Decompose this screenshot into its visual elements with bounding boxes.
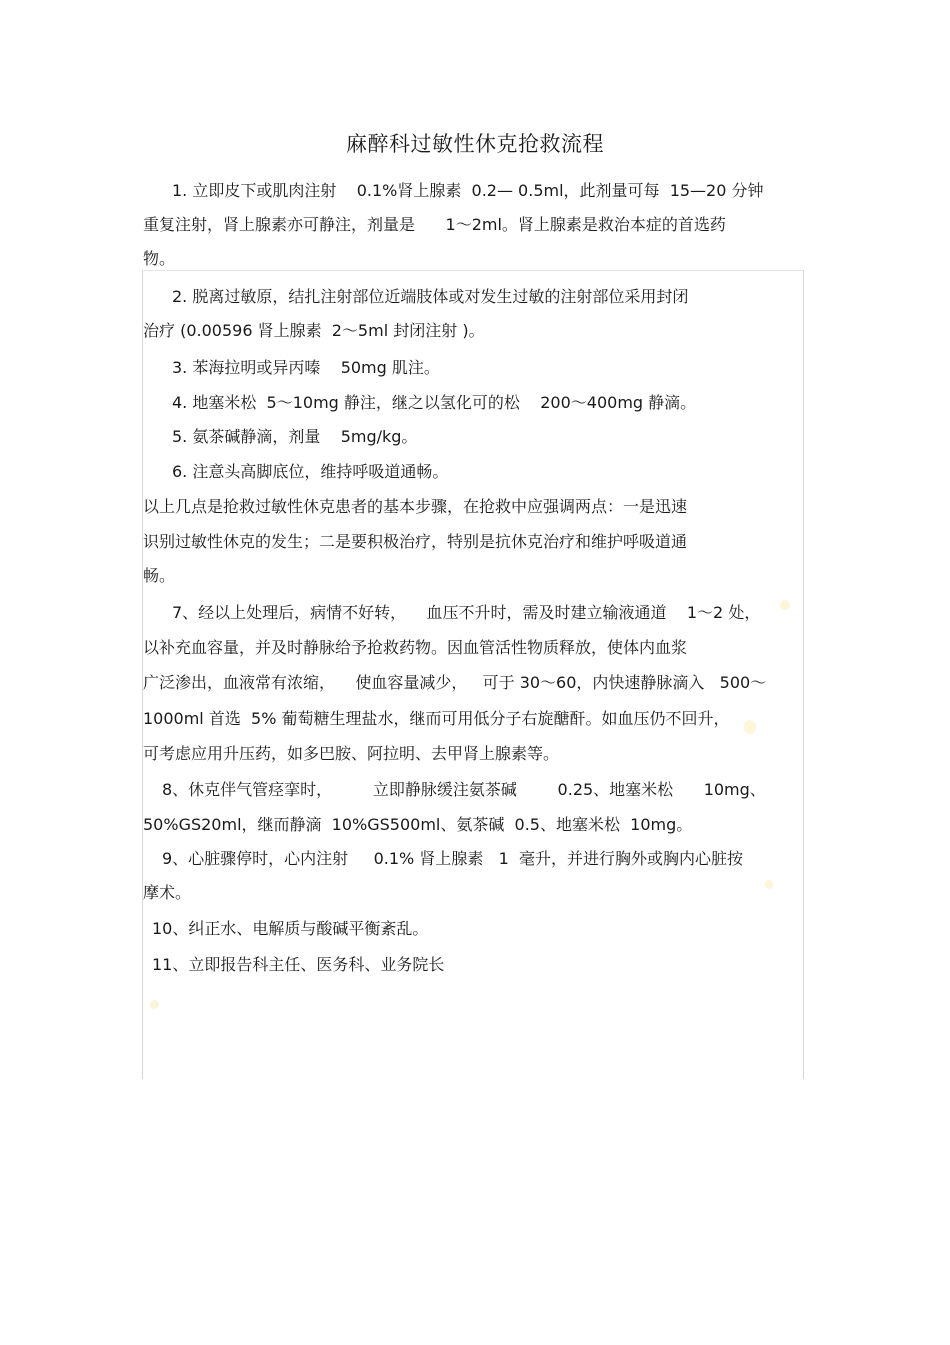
paragraph-line: 10、纠正水、电解质与酸碱平衡紊乱。 <box>152 919 429 938</box>
decorative-dot <box>765 880 773 889</box>
paragraph-line: 8、休克伴气管痉挛时， 立即静脉缓注氨茶碱 0.25、地塞米松 10mg、 <box>162 780 766 799</box>
paragraph-line: 摩术。 <box>143 883 192 902</box>
paragraph-line: 广泛渗出，血液常有浓缩， 使血容量减少， 可于 30～60，内快速静脉滴入 500～ <box>143 673 767 692</box>
paragraph-line: 可考虑应用升压药，如多巴胺、阿拉明、去甲肾上腺素等。 <box>143 744 560 763</box>
paragraph-line: 重复注射，肾上腺素亦可静注，剂量是 1～2ml。肾上腺素是救治本症的首选药 <box>143 215 726 234</box>
decorative-dot <box>780 600 790 610</box>
paragraph-line: 11、立即报告科主任、医务科、业务院长 <box>152 955 445 974</box>
paragraph-line: 9、心脏骤停时，心内注射 0.1% 肾上腺素 1 毫升，并进行胸外或胸内心脏按 <box>162 849 743 868</box>
paragraph-line: 1000ml 首选 5% 葡萄糖生理盐水，继而可用低分子右旋醣酐。如血压仍不回升， <box>143 709 730 728</box>
paragraph-line: 7、经以上处理后，病情不好转， 血压不升时，需及时建立输液通道 1～2 处， <box>172 603 761 622</box>
paragraph-line: 6. 注意头高脚底位，维持呼吸道通畅。 <box>172 462 449 481</box>
paragraph-line: 3. 苯海拉明或异丙嗪 50mg 肌注。 <box>172 358 440 377</box>
paragraph-line: 5. 氨茶碱静滴，剂量 5mg/kg。 <box>172 427 418 446</box>
paragraph-line: 50%GS20ml，继而静滴 10%GS500ml、氨茶碱 0.5、地塞米松 10mg。 <box>143 815 693 834</box>
paragraph-line: 识别过敏性休克的发生；二是要积极治疗，特别是抗休克治疗和维护呼吸道通 <box>143 532 688 551</box>
paragraph-line: 4. 地塞米松 5～10mg 静注，继之以氢化可的松 200～400mg 静滴。 <box>172 393 697 412</box>
decorative-dot <box>744 720 756 734</box>
paragraph-line: 物。 <box>143 249 176 268</box>
paragraph-line: 1. 立即皮下或肌肉注射 0.1%肾上腺素 0.2— 0.5ml，此剂量可每 15—20 分钟 <box>172 181 764 200</box>
paragraph-line: 畅。 <box>143 566 176 585</box>
decorative-dot <box>150 1000 159 1009</box>
paragraph-line: 以上几点是抢救过敏性休克患者的基本步骤，在抢救中应强调两点：一是迅速 <box>143 497 688 516</box>
document-title: 麻醉科过敏性休克抢救流程 <box>346 132 604 156</box>
paragraph-line: 治疗 (0.00596 肾上腺素 2～5ml 封闭注射 )。 <box>143 321 485 340</box>
paragraph-line: 以补充血容量，并及时静脉给予抢救药物。因血管活性物质释放，使体内血浆 <box>143 638 688 657</box>
paragraph-line: 2. 脱离过敏原，结扎注射部位近端肢体或对发生过敏的注射部位采用封闭 <box>172 287 689 306</box>
